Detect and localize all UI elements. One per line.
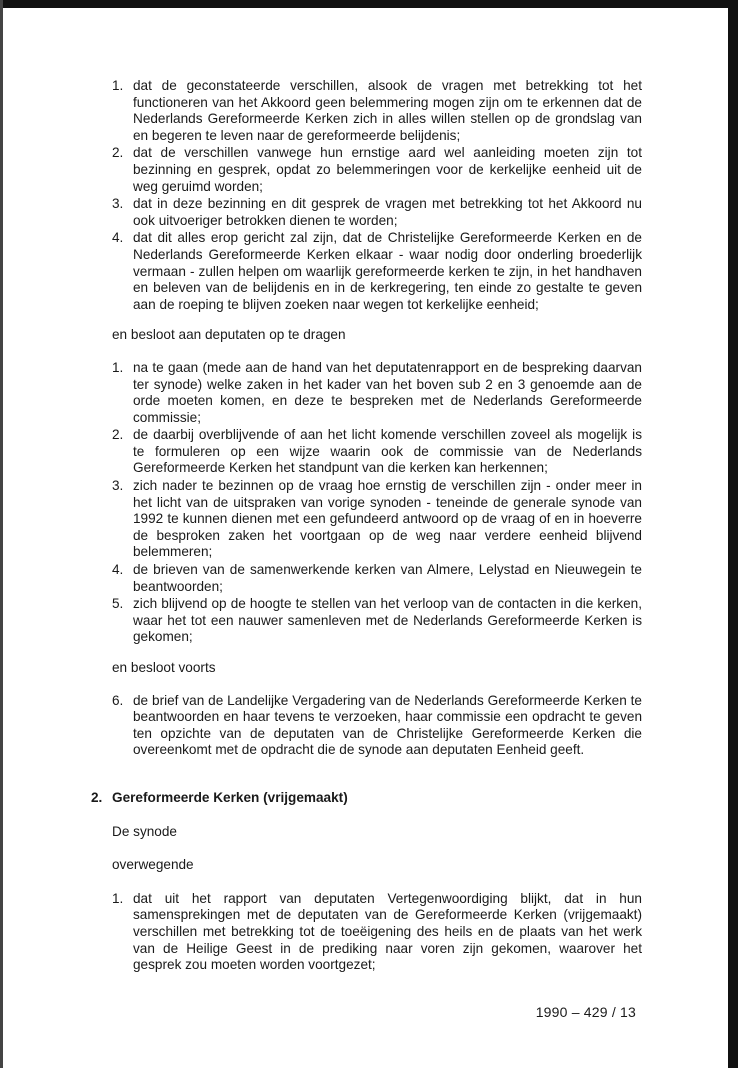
document-body xyxy=(91,78,642,974)
list-item: 1. dat de geconstateerde verschillen, alsook de vragen met betrekking tot het functioneren van het Akkoord geen belemmering mogen zijn om te erkennen dat de Nederlands Gereformeerde Kerken zich in alles willen stellen op de grondslag van en begeren te leven naar de gereformeerde belijdenis; xyxy=(112,78,642,143)
list-item: 4. dat dit alles erop gericht zal zijn, dat de Christelijke Gereformeerde Kerken en de Nederlands Gereformeerde Kerken elkaar - waar nodig door onderling broederlijk vermaan - zullen helpen om waarlijk gereformeerde kerken te zijn, in het handhaven en beleven van de belijdenis en in de kerkregering, ten einde zo gestalte te geven aan de roeping te blijven zoeken naar wegen tot kerkelijke eenheid; xyxy=(112,230,642,312)
scan-top-border xyxy=(0,0,738,8)
paragraph-deputaten: en besloot aan deputaten op te dragen xyxy=(112,327,346,343)
paragraph-overwegende: overwegende xyxy=(112,857,194,873)
section-heading: 2. Gereformeerde Kerken (vrijgemaakt) xyxy=(91,789,348,805)
list-item: 3. zich nader te bezinnen op de vraag hoe ernstig de verschillen zijn - onder meer in het licht van de uitspraken van vorige synoden - teneinde de generale synode van 1992 te kunnen dienen met een gefundeerd antwoord op de vraag of en in hoeverre de besproken zaken het voortgaan op de weg naar verdere eenheid blijvend belemmeren; xyxy=(112,478,642,560)
paragraph-synode: De synode xyxy=(112,823,177,839)
scan-right-border xyxy=(728,0,738,1068)
list-opdrachten xyxy=(112,360,642,646)
list-overwegende xyxy=(112,891,642,974)
list-item: 6. de brief van de Landelijke Vergadering van de Nederlands Gereformeerde Kerken te beantwoorden en haar tevens te verzoeken, haar commissie een opdracht te geven ten opzichte van de deputaten van de Christelijke Gereformeerde Kerken die overeenkomt met de opdracht die de synode aan deputaten Eenheid geeft. xyxy=(112,692,642,758)
list-item: 1. na te gaan (mede aan de hand van het deputatenrapport en de bespreking daarvan ter synode) welke zaken in het kader van het boven sub 2 en 3 genoemde aan de orde moeten komen, en deze te bespreken met de Nederlands Gereformeerde commissie; xyxy=(112,359,642,425)
list-item: 5. zich blijvend op de hoogte te stellen van het verloop van de contacten in die kerken, waar het tot een nauwer samenleven met de Nederlands Gereformeerde Kerken is gekomen; xyxy=(112,596,642,645)
list-overwegingen xyxy=(112,78,642,313)
list-voorts xyxy=(112,693,642,759)
section-title: Gereformeerde Kerken (vrijgemaakt) xyxy=(112,789,348,805)
paragraph-voorts: en besloot voorts xyxy=(112,660,216,675)
list-item: 2. dat de verschillen vanwege hun ernstige aard wel aanleiding moeten zijn tot bezinning en gesprek, opdat zo belemmeringen voor de kerkelijke eenheid uit de weg geruimd worden; xyxy=(112,145,642,194)
page-number: 1990 – 429 / 13 xyxy=(535,1004,636,1020)
list-item: 1. dat uit het rapport van deputaten Vertegenwoordiging blijkt, dat in hun samensprekingen met de deputaten van de Gereformeerde Kerken (vrijgemaakt) verschillen met betrekking tot de toeëigening des heils en de plaats van het werk van de Heilige Geest in de prediking naar voren zijn gekomen, waarover het gesprek zou moeten worden voortgezet; xyxy=(112,890,642,973)
list-item: 2. de daarbij overblijvende of aan het licht komende verschillen zoveel als mogelijk is te formuleren op een wijze waarin ook de commissie van de Nederlands Gereformeerde Kerken het standpunt van die kerken kan herkennen; xyxy=(112,427,642,476)
list-item: 4. de brieven van de samenwerkende kerken van Almere, Lelystad en Nieuwegein te beantwoorden; xyxy=(112,562,642,594)
list-item: 3. dat in deze bezinning en dit gesprek de vragen met betrekking tot het Akkoord nu ook uitvoeriger betrokken dienen te worden; xyxy=(112,196,642,228)
scan-left-border xyxy=(0,0,3,1068)
